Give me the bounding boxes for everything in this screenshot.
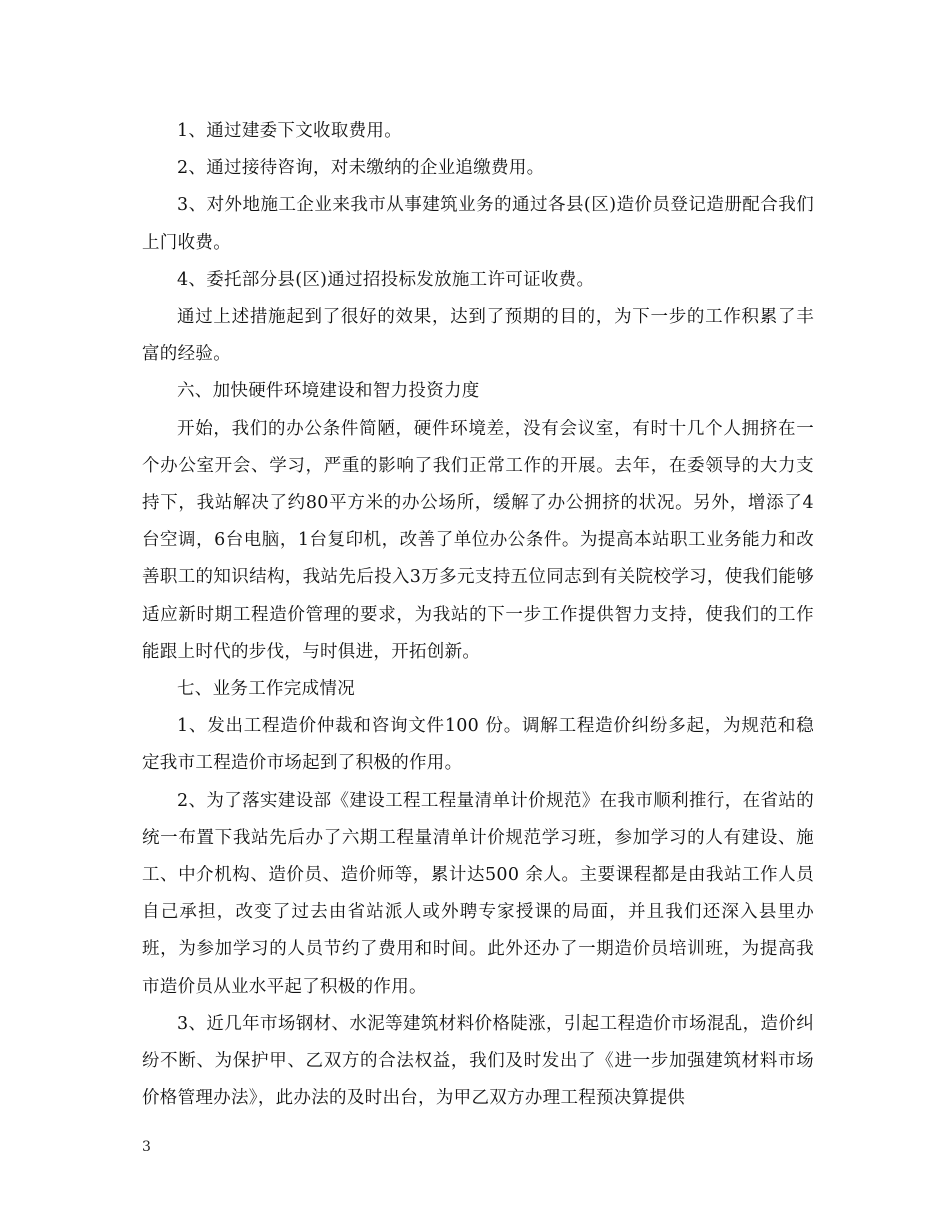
section-heading-seven: 七、业务工作完成情况 (177, 679, 355, 700)
paragraph-fee-item-1: 1、通过建委下文收取费用。 (177, 121, 403, 141)
document-body (142, 113, 814, 1117)
section-heading-six: 六、加快硬件环境建设和智力投资力度 (177, 381, 480, 402)
page-number: 3 (142, 1139, 151, 1155)
paragraph-work-item-1: 1、发出工程造价仲裁和咨询文件100 份。调解工程造价纠纷多起，为规范和稳定我市工程造价市场起到了积极的作用。 (142, 716, 814, 774)
paragraph-fee-item-2: 2、通过接待咨询，对未缴纳的企业追缴费用。 (177, 158, 545, 179)
paragraph-fee-item-4: 4、委托部分县(区)通过招投标发放施工许可证收费。 (177, 269, 595, 290)
paragraph-fee-summary: 通过上述措施起到了很好的效果，达到了预期的目的，为下一步的工作积累了丰富的经验。 (142, 307, 814, 365)
paragraph-office-conditions: 开始，我们的办公条件简陋，硬件环境差，没有会议室，有时十几个人拥挤在一个办公室开会、学习，严重的影响了我们正常工作的开展。去年，在委领导的大力支持下，我站解决了约80平方米的办公场所，缓解了办公拥挤的状况。另外，增添了4台空调，6台电脑，1台复印机，改善了单位办公条件。为提高本站职工业务能力和改善职工的知识结构，我站先后投入3万多元支持五位同志到有关院校学习，使我们能够适应新时期工程造价管理的要求，为我站的下一步工作提供智力支持，使我们的工作能跟上时代的步伐，与时俱进，开拓创新。 (142, 418, 814, 662)
paragraph-fee-item-3: 3、对外地施工企业来我市从事建筑业务的通过各县(区)造价员登记造册配合我们上门收费。 (142, 195, 814, 253)
paragraph-work-item-2: 2、为了落实建设部《建设工程工程量清单计价规范》在我市顺利推行，在省站的统一布置下我站先后办了六期工程量清单计价规范学习班，参加学习的人有建设、施工、中介机构、造价员、造价师等，累计达500 余人。主要课程都是由我站工作人员自己承担，改变了过去由省站派人或外聘专家授课的局面，并且我们还深入县里办班，为参加学习的人员节约了费用和时间。此外还办了一期造价员培训班，为提高我市造价员从业水平起了积极的作用。 (142, 790, 814, 997)
paragraph-work-item-3: 3、近几年市场钢材、水泥等建筑材料价格陡涨，引起工程造价市场混乱，造价纠纷不断、为保护甲、乙双方的合法权益，我们及时发出了《进一步加强建筑材料市场价格管理办法》，此办法的及时出台，为甲乙双方办理工程预决算提供 (142, 1013, 814, 1109)
